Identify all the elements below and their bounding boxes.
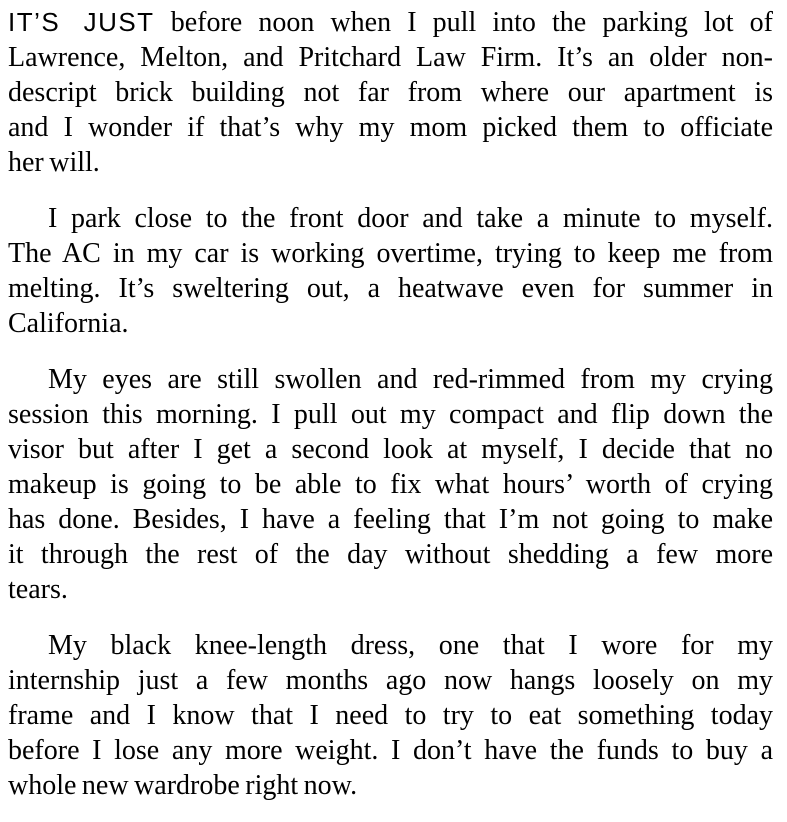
text-line: visor but after I get a second look at myself, I decide that no — [8, 434, 773, 465]
text-line: melting. It’s sweltering out, a heatwave even for summer in — [8, 273, 773, 304]
text-line: frame and I know that I need to try to eat something today — [8, 700, 773, 731]
text-line: and I wonder if that’s why my mom picked them to officiate — [8, 112, 773, 143]
text-line: IT’S JUST before noon when I pull into the parking lot of — [8, 7, 774, 38]
text-line: My black knee-length dress, one that I wore for my — [48, 630, 773, 661]
text-line: session this morning. I pull out my compact and flip down the — [8, 399, 773, 430]
text-line: tears. — [8, 574, 68, 605]
text-line: Lawrence, Melton, and Pritchard Law Firm. It’s an older non- — [8, 42, 773, 73]
text-line: her will. — [8, 147, 100, 178]
text-line: whole new wardrobe right now. — [8, 770, 358, 801]
text-line: I park close to the front door and take a minute to myself. — [48, 203, 773, 234]
text-line: descript brick building not far from where our apartment is — [8, 77, 773, 108]
paragraph — [8, 5, 773, 180]
paragraph — [8, 201, 773, 341]
text-line: before I lose any more weight. I don’t have the funds to buy a — [8, 735, 773, 766]
paragraph — [8, 362, 773, 607]
text-line: California. — [8, 308, 129, 339]
text-line: has done. Besides, I have a feeling that I’m not going to make — [8, 504, 773, 535]
text-line: The AC in my car is working overtime, trying to keep me from — [8, 238, 773, 269]
text-line: makeup is going to be able to fix what hours’ worth of crying — [8, 469, 773, 500]
chapter-opening-phrase: IT’S JUST — [8, 7, 155, 37]
text-line: it through the rest of the day without shedding a few more — [8, 539, 773, 570]
text-line: internship just a few months ago now hangs loosely on my — [8, 665, 773, 696]
page-text — [8, 5, 773, 803]
text-line: My eyes are still swollen and red-rimmed from my crying — [48, 364, 773, 395]
paragraph — [8, 628, 773, 803]
